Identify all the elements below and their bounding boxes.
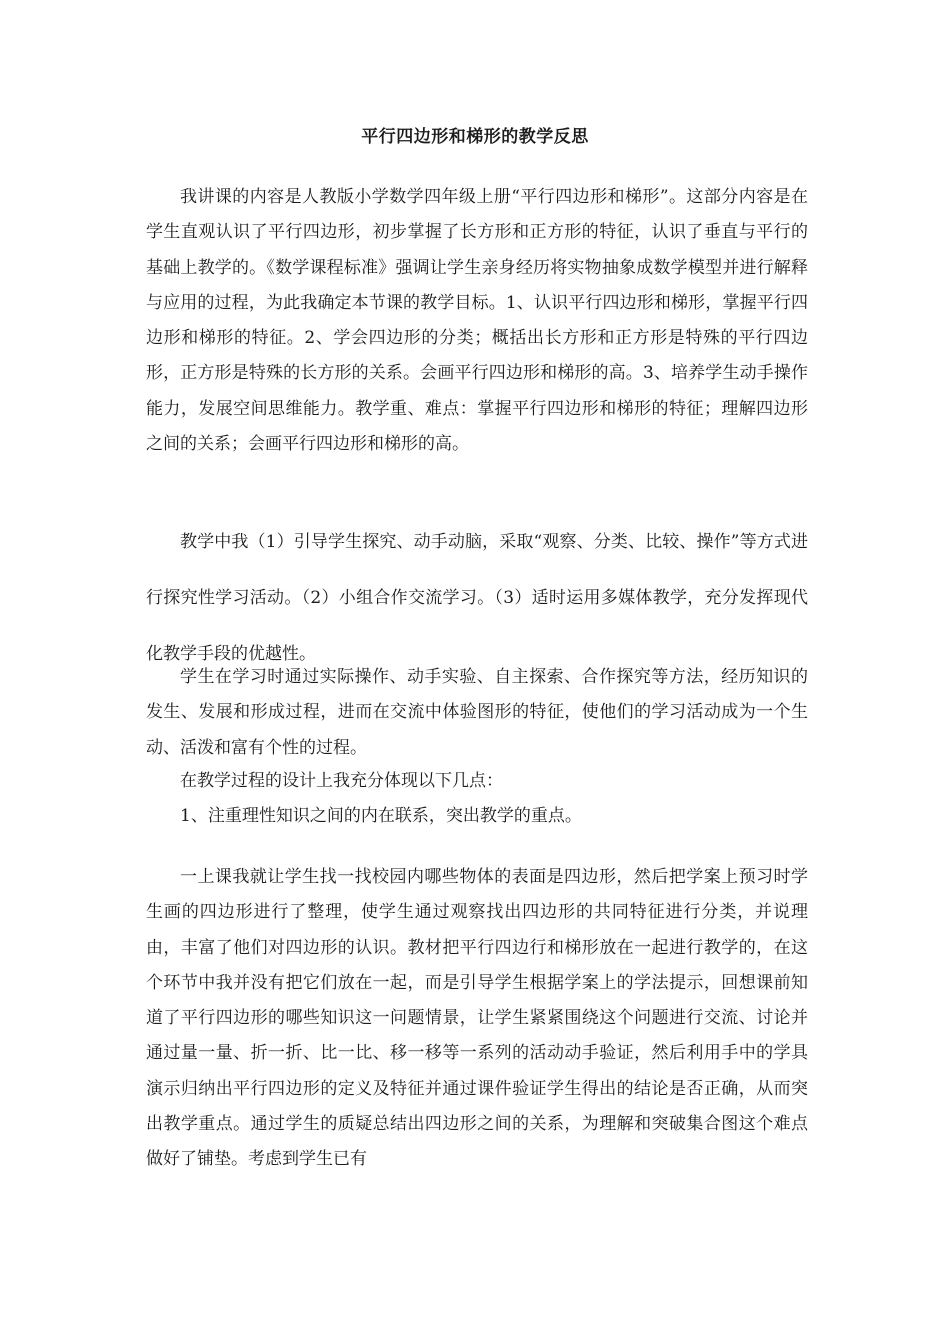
paragraph-lesson-process: 一上课我就让学生找一找校园内哪些物体的表面是四边形，然后把学案上预习时学生画的四边形进行了整理，使学生通过观察找出四边形的共同特征进行分类，并说理由，丰富了他们对四边形的认识。教材把平行四边行和梯形放在一起进行教学的，在这个环节中我并没有把它们放在一起，而是引导学生根据学案上的学法提示，回想课前知道了平行四边形的哪些知识这一问题情景，让学生紧紧围绕这个问题进行交流、讨论并通过量一量、折一折、比一比、移一移等一系列的活动动手验证，然后利用手中的学具演示归纳出平行四边形的定义及特征并通过课件验证学生得出的结论是否正确，从而突出教学重点。通过学生的质疑总结出四边形之间的关系，为理解和突破集合图这个难点做好了铺垫。考虑到学生已有 <box>146 867 808 1170</box>
paragraph-design-intro: 在教学过程的设计上我充分体现以下几点： <box>180 771 503 791</box>
paragraph-point-one: 1、注重理性知识之间的内在联系，突出教学的重点。 <box>180 806 582 826</box>
paragraph-teaching-methods: 教学中我（1）引导学生探究、动手动脑，采取“观察、分类、比较、操作”等方式进行探究性学习活动。（2）小组合作交流学习。（3）适时运用多媒体教学，充分发挥现代化教学手段的优越性。 <box>146 532 808 664</box>
paragraph-student-learning: 学生在学习时通过实际操作、动手实验、自主探索、合作探究等方法，经历知识的发生、发展和形成过程，进而在交流中体验图形的特征，使他们的学习活动成为一个生动、活泼和富有个性的过程。 <box>146 667 808 758</box>
document-title: 平行四边形和梯形的教学反思 <box>361 127 589 147</box>
paragraph-teaching-content: 我讲课的内容是人教版小学数学四年级上册“平行四边形和梯形”。这部分内容是在学生直观认识了平行四边形，初步掌握了长方形和正方形的特征，认识了垂直与平行的基础上教学的。《数学课程标准》强调让学生亲身经历将实物抽象成数学模型并进行解释与应用的过程，为此我确定本节课的教学目标。1、认识平行四边形和梯形，掌握平行四边形和梯形的特征。2、学会四边形的分类；概括出长方形和正方形是特殊的平行四边形，正方形是特殊的长方形的关系。会画平行四边形和梯形的高。3、培养学生动手操作能力，发展空间思维能力。教学重、难点：掌握平行四边形和梯形的特征；理解四边形之间的关系；会画平行四边形和梯形的高。 <box>146 187 808 455</box>
